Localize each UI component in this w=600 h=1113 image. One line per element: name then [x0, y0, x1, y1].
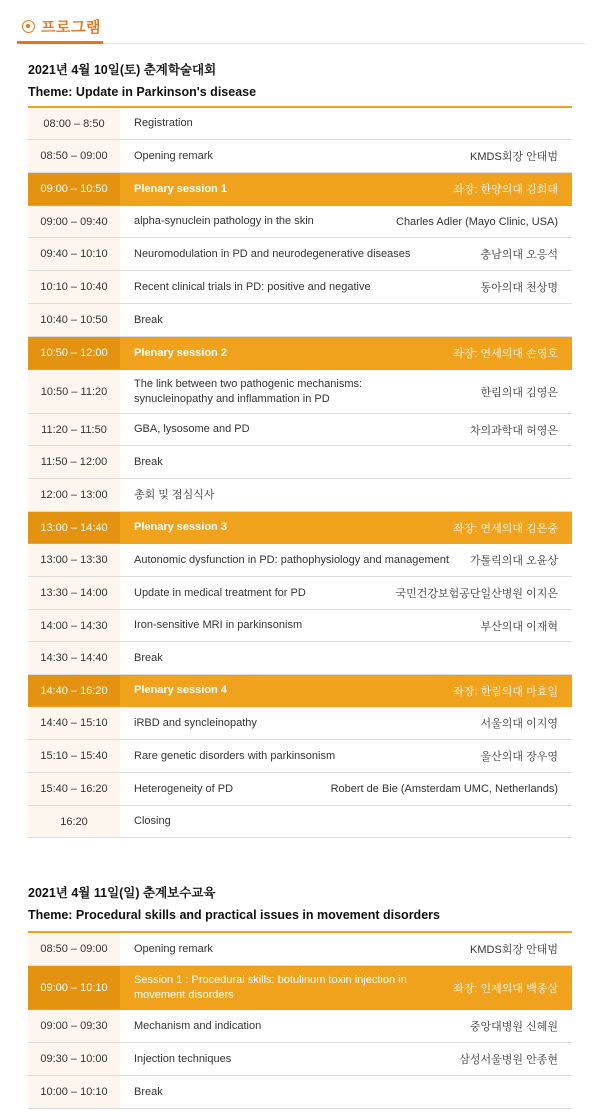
day1-theme: Theme: Update in Parkinson's disease: [28, 85, 257, 99]
row-topic-line: Injection techniques: [134, 1052, 232, 1065]
schedule-row: [28, 446, 572, 479]
row-topic-line: iRBD and syncleinopathy: [134, 716, 257, 729]
row-topic: [120, 116, 558, 131]
session-row: [28, 966, 572, 1010]
row-time: 15:10 – 15:40: [28, 740, 120, 772]
row-topic-line: Plenary session 3: [134, 521, 227, 533]
row-topic: [120, 488, 558, 503]
day1-heading: [28, 60, 572, 99]
row-topic-line: Break: [134, 651, 163, 664]
row-time: 08:00 – 8:50: [28, 108, 120, 139]
day2-schedule-table: [28, 931, 572, 1109]
circle-dot-icon: [22, 20, 35, 33]
session-row: [28, 675, 572, 707]
row-speaker: 부산의대 이재혁: [480, 620, 558, 633]
schedule-row: [28, 238, 572, 271]
row-topic-line: Break: [134, 455, 163, 468]
schedule-row: [28, 707, 572, 740]
row-time: 11:20 – 11:50: [28, 414, 120, 445]
row-speaker: KMDS회장 안태범: [470, 151, 558, 163]
row-topic: [120, 149, 470, 164]
schedule-row: [28, 1043, 572, 1076]
schedule-row: [28, 577, 572, 610]
schedule-row: [28, 108, 572, 140]
row-topic-line: Plenary session 1: [134, 182, 227, 195]
row-topic-line: Update in medical treatment for PD: [134, 586, 306, 599]
row-topic-line: Opening remark: [134, 942, 213, 955]
day1-date: 2021년 4월 10일(토) 춘계학술대회: [28, 63, 217, 77]
row-speaker: 차의과학대 허영은: [469, 424, 558, 437]
schedule-row: [28, 933, 572, 966]
row-time: 10:10 – 10:40: [28, 271, 120, 303]
row-time: 09:00 – 10:10: [28, 966, 120, 1009]
schedule-row: [28, 370, 572, 414]
row-time: 13:00 – 14:40: [28, 512, 120, 543]
session-chair: 좌장: 한양의대 김희태: [453, 184, 558, 196]
schedule-row: [28, 271, 572, 304]
row-topic: [120, 1052, 459, 1067]
row-topic-line-2: synucleinopathy and inflammation in PD: [134, 392, 330, 405]
row-speaker: 서울의대 이지영: [480, 718, 558, 730]
row-speaker: 가톨릭의대 오윤상: [469, 555, 558, 567]
section-header: [0, 0, 600, 44]
row-topic-line: Recent clinical trials in PD: positive and negative: [134, 280, 371, 293]
row-topic: [120, 313, 558, 328]
schedule-row: [28, 740, 572, 773]
row-topic: [120, 618, 481, 633]
section-title: 프로그램: [41, 19, 101, 36]
row-topic: [120, 182, 453, 197]
row-time: 15:40 – 16:20: [28, 773, 120, 805]
row-topic: [120, 716, 481, 731]
row-topic-line: Closing: [134, 815, 171, 827]
session-row: [28, 337, 572, 370]
row-topic-line: Heterogeneity of PD: [134, 782, 234, 795]
row-topic-line: The link between two pathogenic mechanisms:: [134, 377, 363, 390]
row-topic-line: Break: [134, 1085, 163, 1098]
row-topic-line: Session 1 : Procedural skills: botulinum toxin injection in: [134, 973, 407, 986]
row-time: 09:00 – 10:50: [28, 173, 120, 205]
schedule-row: [28, 1076, 572, 1109]
day1-schedule-table: [28, 106, 572, 838]
row-topic-line: alpha-synuclein pathology in the skin: [134, 215, 314, 227]
schedule-row: [28, 479, 572, 512]
row-topic: [120, 553, 470, 568]
row-topic: [120, 942, 470, 957]
row-topic: [120, 586, 396, 601]
row-time: 12:00 – 13:00: [28, 479, 120, 511]
row-topic: [120, 651, 558, 666]
schedule-row: [28, 642, 572, 675]
row-speaker: 한림의대 김영은: [480, 386, 558, 399]
day2-date: 2021년 4월 11일(일) 춘계보수교육: [28, 886, 216, 900]
row-topic: [120, 346, 453, 361]
row-speaker: 동아의대 천상명: [480, 282, 558, 294]
row-time: 10:50 – 12:00: [28, 337, 120, 369]
row-time: 11:50 – 12:00: [28, 446, 120, 478]
session-row: [28, 512, 572, 544]
schedule-row: [28, 206, 572, 238]
row-topic: [120, 455, 558, 470]
session-row: [28, 173, 572, 206]
row-speaker: KMDS회장 안태범: [470, 944, 558, 956]
row-topic: [120, 422, 470, 437]
row-time: 13:30 – 14:00: [28, 577, 120, 609]
row-time: 09:00 – 09:30: [28, 1010, 120, 1042]
row-topic: [120, 280, 481, 295]
row-topic-line: 총회 및 점심식사: [134, 488, 215, 501]
row-topic-line: Break: [134, 313, 163, 326]
row-time: 13:00 – 13:30: [28, 544, 120, 576]
row-topic-line: Rare genetic disorders with parkinsonism: [134, 749, 336, 762]
schedule-row: [28, 140, 572, 173]
schedule-row: [28, 1010, 572, 1043]
row-time: 09:00 – 09:40: [28, 206, 120, 237]
row-speaker: 울산의대 장우영: [480, 751, 558, 763]
row-topic-line: Plenary session 2: [134, 346, 227, 359]
section-accent-bar: [17, 41, 103, 44]
session-chair: 좌장: 연세의대 김은중: [453, 522, 558, 535]
day2-theme: Theme: Procedural skills and practical issues in movement disorders: [28, 908, 440, 922]
row-speaker: 삼성서울병원 안종현: [459, 1054, 558, 1066]
row-topic: [120, 214, 396, 229]
row-speaker: 중앙대병원 신혜원: [469, 1021, 558, 1033]
row-topic: [120, 1019, 470, 1034]
schedule-row: [28, 414, 572, 446]
row-topic-line: Mechanism and indication: [134, 1019, 262, 1032]
row-topic: [120, 973, 453, 1003]
row-topic-line: Plenary session 4: [134, 684, 227, 696]
row-topic: [120, 1085, 558, 1100]
session-chair: 좌장: 연세의대 손영호: [453, 348, 558, 360]
session-chair: 좌장: 인제의대 백종삼: [453, 982, 558, 995]
row-time: 14:30 – 14:40: [28, 642, 120, 674]
row-topic: [120, 814, 558, 829]
row-time: 08:50 – 09:00: [28, 933, 120, 965]
row-topic-line: Opening remark: [134, 149, 213, 162]
row-topic-line: Iron-sensitive MRI in parkinsonism: [134, 619, 303, 631]
row-speaker: Robert de Bie (Amsterdam UMC, Netherlands): [330, 783, 558, 795]
row-topic-line: Neuromodulation in PD and neurodegenerative diseases: [134, 247, 411, 260]
row-topic-line: Autonomic dysfunction in PD: pathophysiology and management: [134, 553, 449, 566]
row-time: 14:00 – 14:30: [28, 610, 120, 641]
row-topic-line: Registration: [134, 117, 193, 129]
row-time: 14:40 – 15:10: [28, 707, 120, 739]
day2-heading: [28, 883, 572, 922]
row-topic-line-2: movement disorders: [134, 988, 234, 1001]
row-topic: [120, 520, 453, 535]
row-time: 08:50 – 09:00: [28, 140, 120, 172]
row-time: 10:50 – 11:20: [28, 370, 120, 413]
row-time: 10:40 – 10:50: [28, 304, 120, 336]
schedule-row: [28, 304, 572, 337]
session-chair: 좌장: 한림의대 마효일: [453, 685, 558, 698]
row-time: 09:40 – 10:10: [28, 238, 120, 270]
schedule-row: [28, 610, 572, 642]
section-title-wrap: [22, 16, 101, 37]
row-topic: [120, 749, 481, 764]
row-time: 14:40 – 16:20: [28, 675, 120, 706]
schedule-row: [28, 806, 572, 838]
row-speaker: 충남의대 오응석: [480, 249, 558, 261]
row-time: 10:00 – 10:10: [28, 1076, 120, 1108]
row-speaker: 국민건강보험공단일산병원 이지은: [395, 588, 558, 600]
row-time: 09:30 – 10:00: [28, 1043, 120, 1075]
row-time: 16:20: [28, 806, 120, 837]
row-topic: [120, 683, 453, 698]
row-topic: [120, 247, 481, 262]
schedule-row: [28, 544, 572, 577]
row-topic: [120, 377, 481, 407]
row-topic-line: GBA, lysosome and PD: [134, 423, 250, 435]
row-speaker: Charles Adler (Mayo Clinic, USA): [396, 215, 558, 228]
schedule-row: [28, 773, 572, 806]
row-topic: [120, 782, 331, 797]
